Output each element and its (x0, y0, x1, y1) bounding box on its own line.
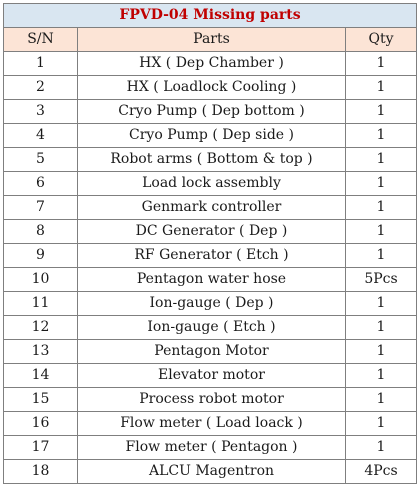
cell-qty: 1 (346, 412, 417, 436)
cell-qty: 1 (346, 100, 417, 124)
table-row (4, 220, 417, 244)
cell-sn: 6 (4, 172, 78, 196)
cell-part: Load lock assembly (78, 172, 346, 196)
cell-qty: 1 (346, 316, 417, 340)
cell-qty: 1 (346, 148, 417, 172)
cell-part: Robot arms ( Bottom & top ) (78, 148, 346, 172)
table-row (4, 268, 417, 292)
cell-sn: 7 (4, 196, 78, 220)
table-row (4, 292, 417, 316)
table-row (4, 196, 417, 220)
cell-part: Pentagon Motor (78, 340, 346, 364)
cell-qty: 1 (346, 124, 417, 148)
cell-part: HX ( Loadlock Cooling ) (78, 76, 346, 100)
cell-part: Cryo Pump ( Dep bottom ) (78, 100, 346, 124)
cell-sn: 12 (4, 316, 78, 340)
cell-sn: 5 (4, 148, 78, 172)
cell-qty: 1 (346, 196, 417, 220)
table-row (4, 244, 417, 268)
table-row (4, 52, 417, 76)
cell-sn: 17 (4, 436, 78, 460)
table-row (4, 316, 417, 340)
cell-sn: 9 (4, 244, 78, 268)
cell-part: Cryo Pump ( Dep side ) (78, 124, 346, 148)
cell-sn: 3 (4, 100, 78, 124)
cell-part: HX ( Dep Chamber ) (78, 52, 346, 76)
table-row (4, 436, 417, 460)
cell-qty: 1 (346, 220, 417, 244)
cell-sn: 2 (4, 76, 78, 100)
table-title: FPVD-04 Missing parts (4, 4, 417, 28)
table-row (4, 148, 417, 172)
cell-qty: 1 (346, 52, 417, 76)
table-row (4, 364, 417, 388)
header-parts: Parts (78, 28, 346, 52)
cell-part: ALCU Magentron (78, 460, 346, 484)
cell-sn: 11 (4, 292, 78, 316)
cell-part: Flow meter ( Load loack ) (78, 412, 346, 436)
cell-qty: 1 (346, 172, 417, 196)
table-row (4, 172, 417, 196)
cell-sn: 4 (4, 124, 78, 148)
table-row (4, 412, 417, 436)
header-qty: Qty (346, 28, 417, 52)
missing-parts-sheet (3, 3, 416, 484)
cell-part: Pentagon water hose (78, 268, 346, 292)
cell-sn: 10 (4, 268, 78, 292)
table-row (4, 340, 417, 364)
cell-part: DC Generator ( Dep ) (78, 220, 346, 244)
cell-qty: 4Pcs (346, 460, 417, 484)
cell-sn: 18 (4, 460, 78, 484)
cell-qty: 1 (346, 436, 417, 460)
cell-part: Flow meter ( Pentagon ) (78, 436, 346, 460)
cell-part: Genmark controller (78, 196, 346, 220)
cell-sn: 1 (4, 52, 78, 76)
table-body (4, 52, 417, 484)
table-row (4, 76, 417, 100)
cell-sn: 14 (4, 364, 78, 388)
cell-part: Ion-gauge ( Etch ) (78, 316, 346, 340)
table-row (4, 100, 417, 124)
table-row (4, 460, 417, 484)
cell-part: RF Generator ( Etch ) (78, 244, 346, 268)
header-sn: S/N (4, 28, 78, 52)
cell-sn: 16 (4, 412, 78, 436)
title-row (4, 4, 417, 28)
cell-qty: 5Pcs (346, 268, 417, 292)
table-row (4, 124, 417, 148)
cell-part: Process robot motor (78, 388, 346, 412)
header-row (4, 28, 417, 52)
cell-part: Elevator motor (78, 364, 346, 388)
cell-qty: 1 (346, 76, 417, 100)
missing-parts-table (3, 3, 417, 484)
cell-qty: 1 (346, 388, 417, 412)
cell-sn: 8 (4, 220, 78, 244)
cell-sn: 15 (4, 388, 78, 412)
cell-qty: 1 (346, 364, 417, 388)
cell-sn: 13 (4, 340, 78, 364)
cell-part: Ion-gauge ( Dep ) (78, 292, 346, 316)
cell-qty: 1 (346, 292, 417, 316)
cell-qty: 1 (346, 340, 417, 364)
table-row (4, 388, 417, 412)
cell-qty: 1 (346, 244, 417, 268)
